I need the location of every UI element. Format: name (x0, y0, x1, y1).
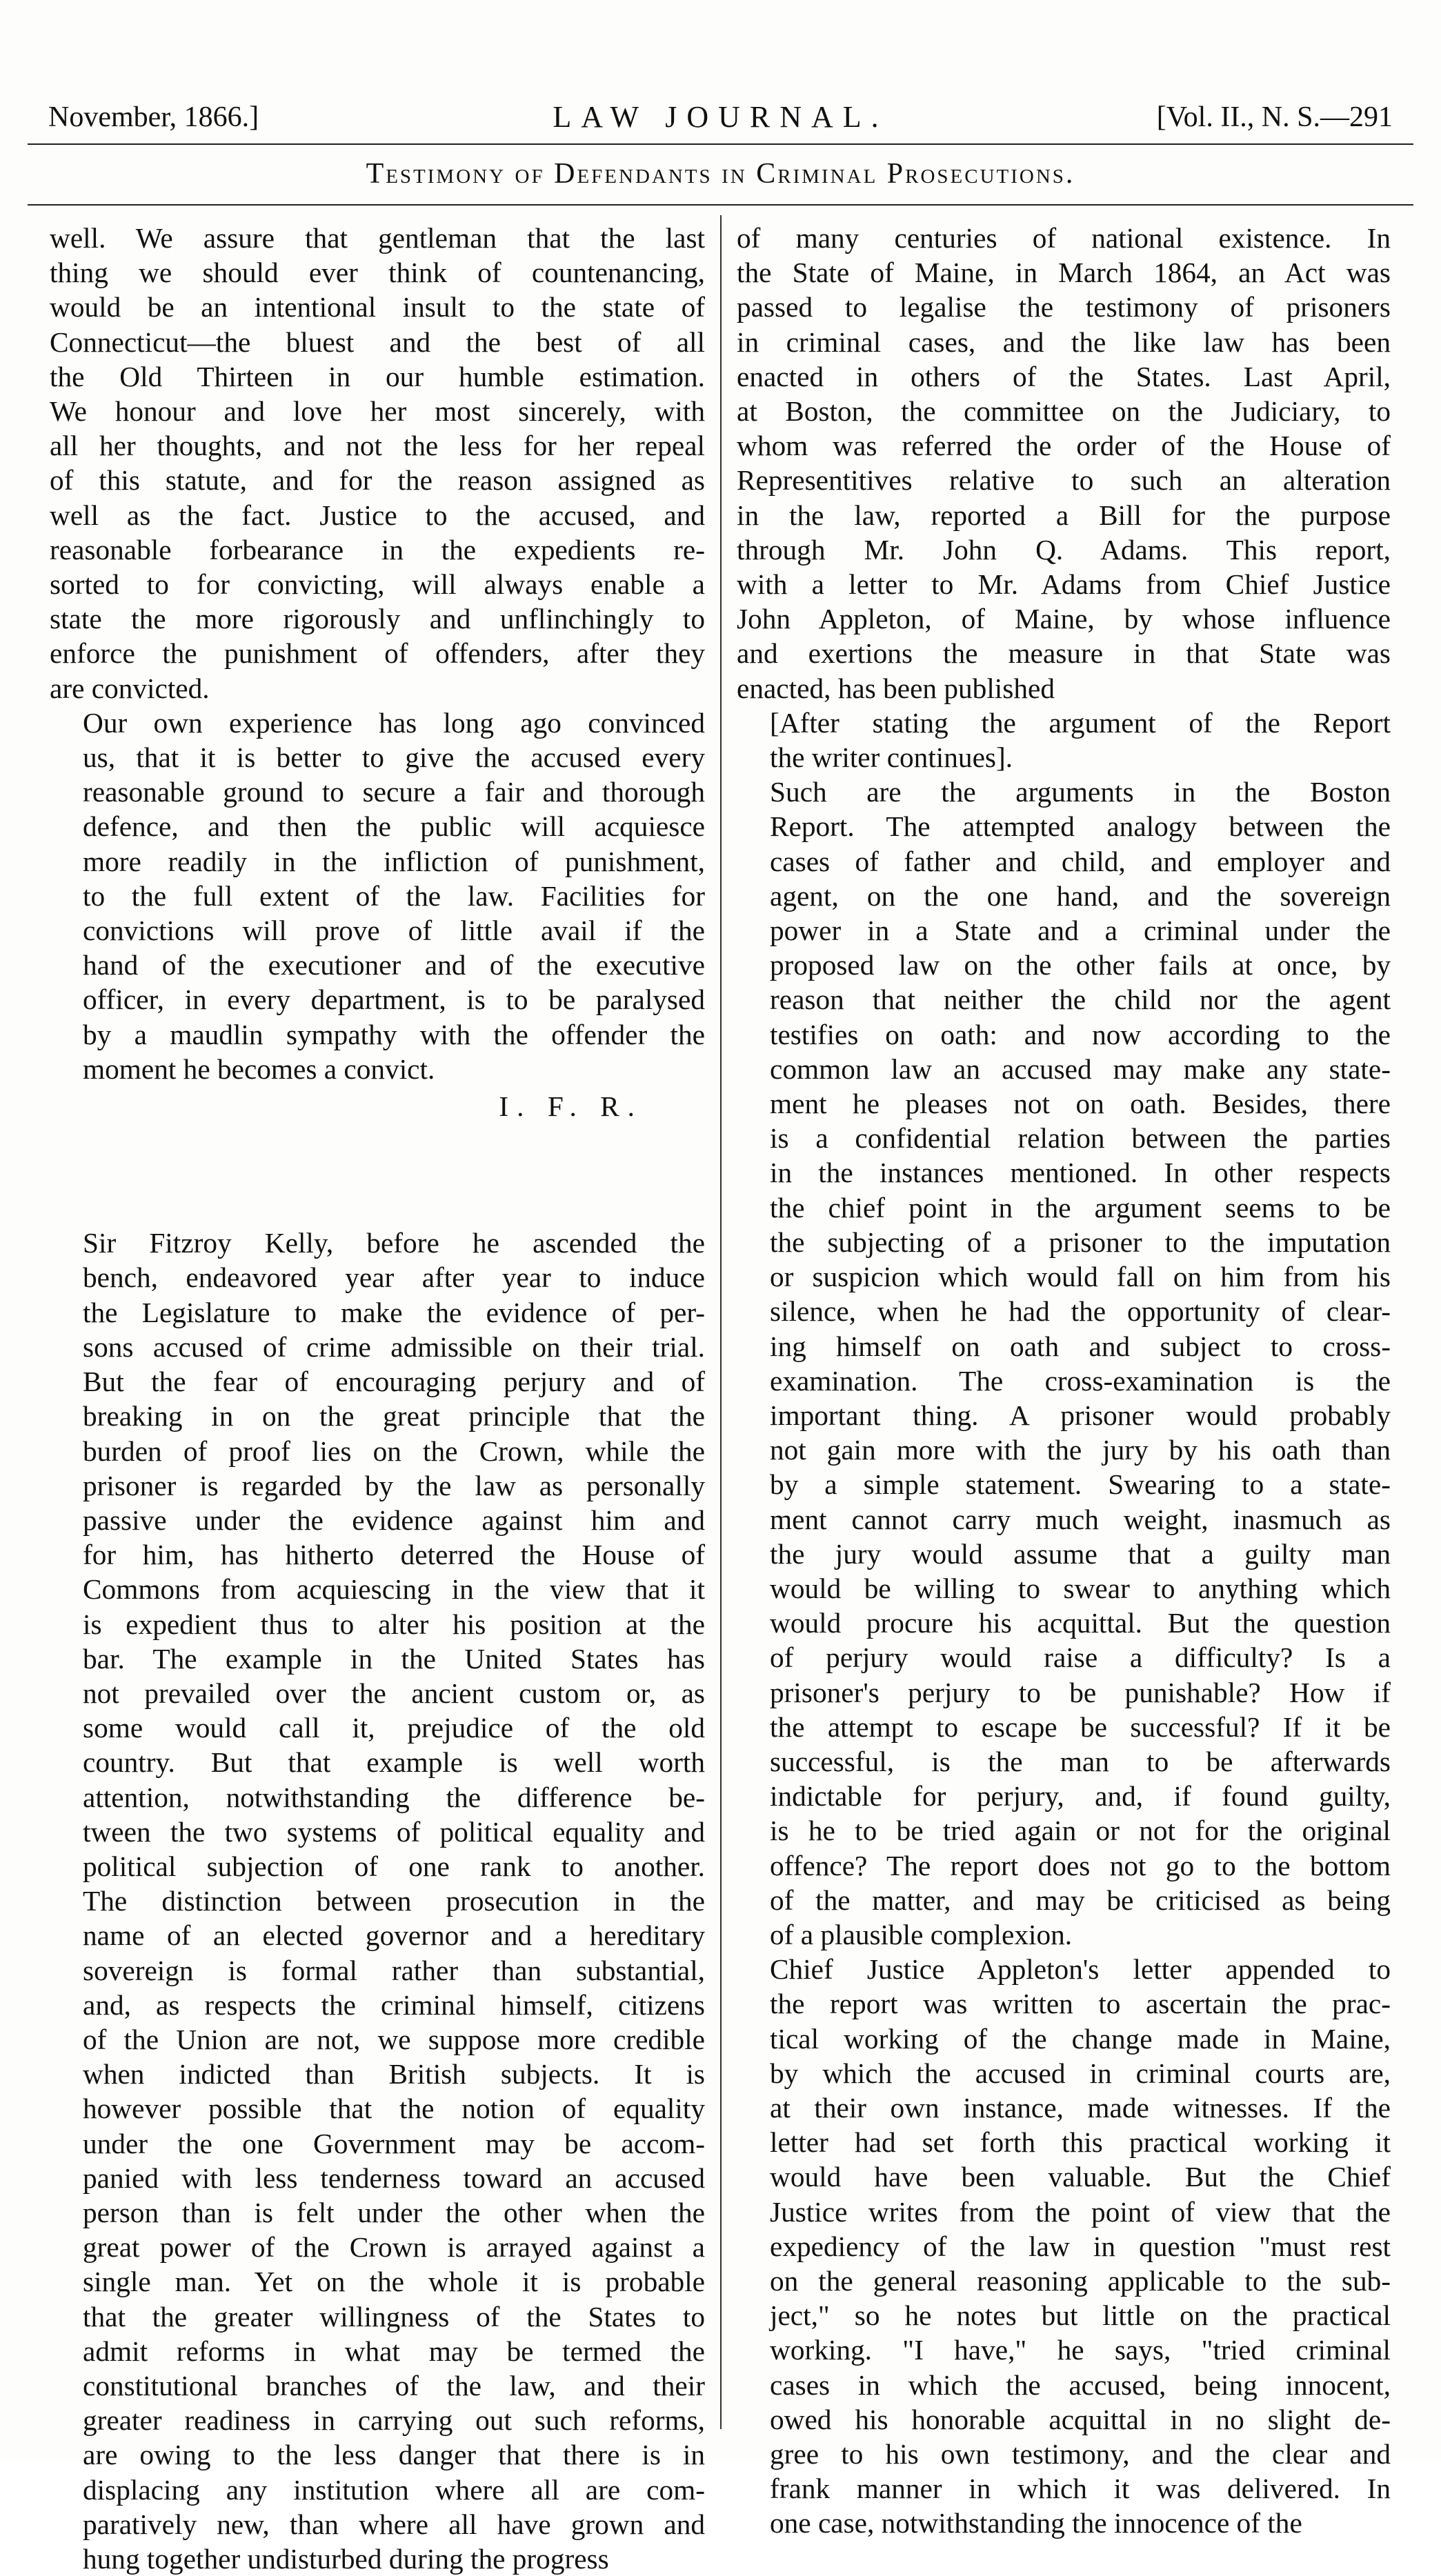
text-line: when indicted than British subjects. It is (83, 2058, 705, 2090)
header-rule (28, 143, 1413, 145)
text-line: paratively new, than where all have grown and (83, 2508, 705, 2540)
text-line: by a maudlin sympathy with the offender the (83, 1018, 705, 1050)
text-line: the Old Thirteen in our humble estimation. (50, 360, 705, 392)
text-line: cases in which the accused, being innocent, (770, 2368, 1391, 2401)
text-line: great power of the Crown is arrayed against a (83, 2231, 705, 2264)
text-line: the State of Maine, in March 1864, an Act was (737, 257, 1391, 289)
text-line: Justice writes from the point of view that the (770, 2195, 1391, 2228)
text-line: Commons from acquiescing in the view that it (83, 1573, 705, 1606)
text-line: tween the two systems of political equality and (83, 1815, 705, 1848)
text-line: enacted in others of the States. Last April, (737, 360, 1391, 392)
text-line: of the Union are not, we suppose more credible (83, 2023, 705, 2055)
text-line: breaking in on the great principle that the (83, 1400, 705, 1432)
text-line: single man. Yet on the whole it is probable (83, 2266, 705, 2298)
text-line: political subjection of one rank to another. (83, 1850, 705, 1882)
text-line: ing himself on oath and subject to cross- (770, 1330, 1391, 1362)
text-line: hung together undisturbed during the progress (83, 2543, 609, 2575)
text-line: under the one Government may be accom- (83, 2127, 705, 2159)
header-volume: [Vol. II., N. S.—291 (1156, 101, 1393, 133)
text-line: silence, when he had the opportunity of clear- (770, 1295, 1391, 1328)
text-line: power in a State and a criminal under the (770, 915, 1391, 947)
text-line: by a simple statement. Swearing to a state- (770, 1468, 1391, 1501)
text-line: at their own instance, made witnesses. If the (770, 2091, 1391, 2124)
text-line: ment cannot carry much weight, inasmuch as (770, 1503, 1391, 1535)
text-line: offence? The report does not go to the bottom (770, 1849, 1391, 1881)
text-line: displacing any institution where all are com- (83, 2473, 705, 2506)
text-line: [After stating the argument of the Report (770, 706, 1391, 739)
text-line: letter had set forth this practical working it (770, 2126, 1391, 2159)
text-line: agent, on the one hand, and the sovereign (770, 879, 1391, 912)
text-line: in the law, reported a Bill for the purpose (737, 499, 1391, 531)
text-line: thing we should ever think of countenancing, (50, 257, 705, 289)
text-line: person than is felt under the other when the (83, 2196, 705, 2228)
text-line: with a letter to Mr. Adams from Chief Justice (737, 568, 1391, 601)
text-line: owed his honorable acquittal in no slight de- (770, 2403, 1391, 2435)
text-line: passive under the evidence against him and (83, 1504, 705, 1536)
text-line: working. "I have," he says, "tried criminal (770, 2334, 1391, 2366)
text-line: Representitives relative to such an alteration (737, 464, 1391, 497)
text-line: would procure his acquittal. But the question (770, 1607, 1391, 1639)
text-line: of perjury would raise a difficulty? Is a (770, 1641, 1391, 1674)
text-line: well. We assure that gentleman that the last (50, 222, 705, 254)
text-line: burden of proof lies on the Crown, while the (83, 1435, 705, 1467)
text-line: bench, endeavored year after year to induce (83, 1261, 705, 1294)
text-line: cases of father and child, and employer and (770, 845, 1391, 877)
text-line: of many centuries of national existence. In (737, 222, 1391, 254)
text-line: frank manner in which it was delivered. In (770, 2473, 1391, 2505)
editorial-note (737, 706, 1391, 775)
text-line: ject," so he notes but little on the practical (770, 2299, 1391, 2332)
text-line: indictable for perjury, and, if found guilty, (770, 1780, 1391, 1813)
author-signature: I. F. R. (499, 1090, 643, 1123)
text-line: by which the accused in criminal courts are, (770, 2057, 1391, 2089)
left-paragraph-1 (50, 221, 705, 706)
text-line: however possible that the notion of equality (83, 2093, 705, 2125)
text-line: expediency of the law in question "must rest (770, 2230, 1391, 2262)
text-line: and, as respects the criminal himself, citizens (83, 1988, 705, 2021)
text-line: the attempt to escape be successful? If it be (770, 1710, 1391, 1743)
text-line: state the more rigorously and unflinchingly to (50, 603, 705, 635)
text-line: hand of the executioner and of the executive (83, 949, 705, 981)
text-line: successful, is the man to be afterwards (770, 1745, 1391, 1777)
text-line: of this statute, and for the reason assigned as (50, 464, 705, 497)
text-line: whom was referred the order of the House of (737, 430, 1391, 462)
text-line: sorted to for convicting, will always enable a (50, 568, 705, 601)
text-line: the writer continues]. (770, 741, 1013, 774)
text-line: in criminal cases, and the like law has been (737, 326, 1391, 358)
text-line: reasonable forbearance in the expedients re- (50, 533, 705, 566)
text-line: more readily in the infliction of punishment, (83, 845, 705, 877)
text-line: not gain more with the jury by his oath than (770, 1434, 1391, 1466)
text-line: would have been valuable. But the Chief (770, 2161, 1391, 2193)
text-line: the report was written to ascertain the prac- (770, 1988, 1391, 2020)
text-line: enforce the punishment of offenders, after they (50, 637, 705, 670)
text-line: testifies on oath: and now according to the (770, 1018, 1391, 1050)
right-paragraph-3 (737, 1952, 1391, 2540)
text-line: the Legislature to make the evidence of per- (83, 1296, 705, 1328)
text-line: common law an accused may make any state- (770, 1052, 1391, 1085)
text-line: admit reforms in what may be termed the (83, 2335, 705, 2367)
left-paragraph-2 (50, 706, 705, 1086)
right-paragraph-1 (737, 221, 1391, 706)
right-column (737, 221, 1391, 2541)
text-line: attention, notwithstanding the difference be- (83, 1781, 705, 1813)
text-line: bar. The example in the United States has (83, 1642, 705, 1675)
text-line: one case, notwithstanding the innocence of the (770, 2507, 1302, 2539)
text-line: prisoner's perjury to be punishable? How if (770, 1676, 1391, 1708)
text-line: Such are the arguments in the Boston (770, 776, 1391, 808)
text-line: convictions will prove of little avail if the (83, 915, 705, 947)
text-line: Our own experience has long ago convinced (83, 706, 705, 739)
article-title: Testimony of Defendants in Criminal Prosecutions. (366, 158, 1075, 190)
text-line: panied with less tenderness toward an accused (83, 2161, 705, 2194)
text-line: ment he pleases not on oath. Besides, there (770, 1088, 1391, 1120)
text-line: country. But that example is well worth (83, 1746, 705, 1779)
text-line: of the matter, and may be criticised as being (770, 1884, 1391, 1916)
column-divider (720, 215, 722, 2429)
text-line: is expedient thus to alter his position at the (83, 1608, 705, 1640)
text-line: would be willing to swear to anything which (770, 1572, 1391, 1604)
text-line: of a plausible complexion. (770, 1918, 1073, 1950)
text-line: the jury would assume that a guilty man (770, 1537, 1391, 1570)
text-line: enacted, has been published (737, 672, 1055, 704)
text-line: not prevailed over the ancient custom or, as (83, 1677, 705, 1709)
text-line: We honour and love her most sincerely, with (50, 395, 705, 428)
text-line: John Appleton, of Maine, by whose influence (737, 603, 1391, 635)
text-line: The distinction between prosecution in the (83, 1885, 705, 1917)
text-line: greater readiness in carrying out such reforms, (83, 2404, 705, 2437)
text-line: well as the fact. Justice to the accused, and (50, 499, 705, 531)
text-line: are convicted. (50, 672, 210, 704)
text-line: sons accused of crime admissible on their trial. (83, 1330, 705, 1363)
text-line: gree to his own testimony, and the clear and (770, 2438, 1391, 2470)
text-line: at Boston, the committee on the Judiciary, to (737, 395, 1391, 428)
left-paragraph-3 (50, 1226, 705, 2576)
text-line: through Mr. John Q. Adams. This report, (737, 533, 1391, 566)
running-header (48, 97, 1393, 138)
text-line: all her thoughts, and not the less for her repeal (50, 430, 705, 462)
text-line: and exertions the measure in that State was (737, 637, 1391, 670)
text-line: constitutional branches of the law, and their (83, 2369, 705, 2402)
left-column (50, 221, 705, 2576)
text-line: Report. The attempted analogy between the (770, 810, 1391, 843)
text-line: reasonable ground to secure a fair and thorough (83, 776, 705, 808)
text-line: prisoner is regarded by the law as personally (83, 1469, 705, 1501)
text-line: are owing to the less danger that there is in (83, 2439, 705, 2471)
section-gap (50, 1124, 705, 1226)
text-line: important thing. A prisoner would probably (770, 1399, 1391, 1431)
text-line: passed to legalise the testimony of prisoners (737, 291, 1391, 323)
text-line: on the general reasoning applicable to the sub- (770, 2264, 1391, 2297)
text-line: to the full extent of the law. Facilities for (83, 879, 705, 912)
text-line: reason that neither the child nor the agent (770, 984, 1391, 1016)
text-line: or suspicion which would fall on him from his (770, 1261, 1391, 1293)
text-line: tical working of the change made in Maine, (770, 2022, 1391, 2055)
text-line: name of an elected governor and a hereditary (83, 1919, 705, 1952)
text-line: Sir Fitzroy Kelly, before he ascended the (83, 1227, 705, 1259)
text-line: officer, in every department, is to be paralysed (83, 984, 705, 1016)
text-line: that the greater willingness of the States to (83, 2300, 705, 2333)
journal-title: LAW JOURNAL. (553, 100, 888, 134)
text-line: some would call it, prejudice of the old (83, 1712, 705, 1744)
text-line: But the fear of encouraging perjury and of (83, 1366, 705, 1398)
text-line: is he to be tried again or not for the original (770, 1815, 1391, 1847)
text-line: Chief Justice Appleton's letter appended to (770, 1953, 1391, 1986)
right-paragraph-2 (737, 775, 1391, 1952)
text-line: sovereign is formal rather than substantial, (83, 1954, 705, 1986)
text-line: examination. The cross-examination is the (770, 1364, 1391, 1397)
text-line: defence, and then the public will acquiesce (83, 810, 705, 843)
text-line: moment he becomes a convict. (83, 1052, 435, 1085)
text-line: Connecticut—the bluest and the best of all (50, 326, 705, 358)
text-line: is a confidential relation between the parties (770, 1122, 1391, 1155)
text-line: for him, has hitherto deterred the House of (83, 1539, 705, 1571)
text-line: us, that it is better to give the accused every (83, 741, 705, 774)
text-line: proposed law on the other fails at once, by (770, 949, 1391, 981)
text-line: the chief point in the argument seems to be (770, 1191, 1391, 1224)
text-line: in the instances mentioned. In other respects (770, 1157, 1391, 1189)
header-date: November, 1866.] (48, 101, 259, 133)
text-line: would be an intentional insult to the state of (50, 291, 705, 323)
title-rule (28, 204, 1413, 206)
text-line: the subjecting of a prisoner to the imputation (770, 1226, 1391, 1258)
